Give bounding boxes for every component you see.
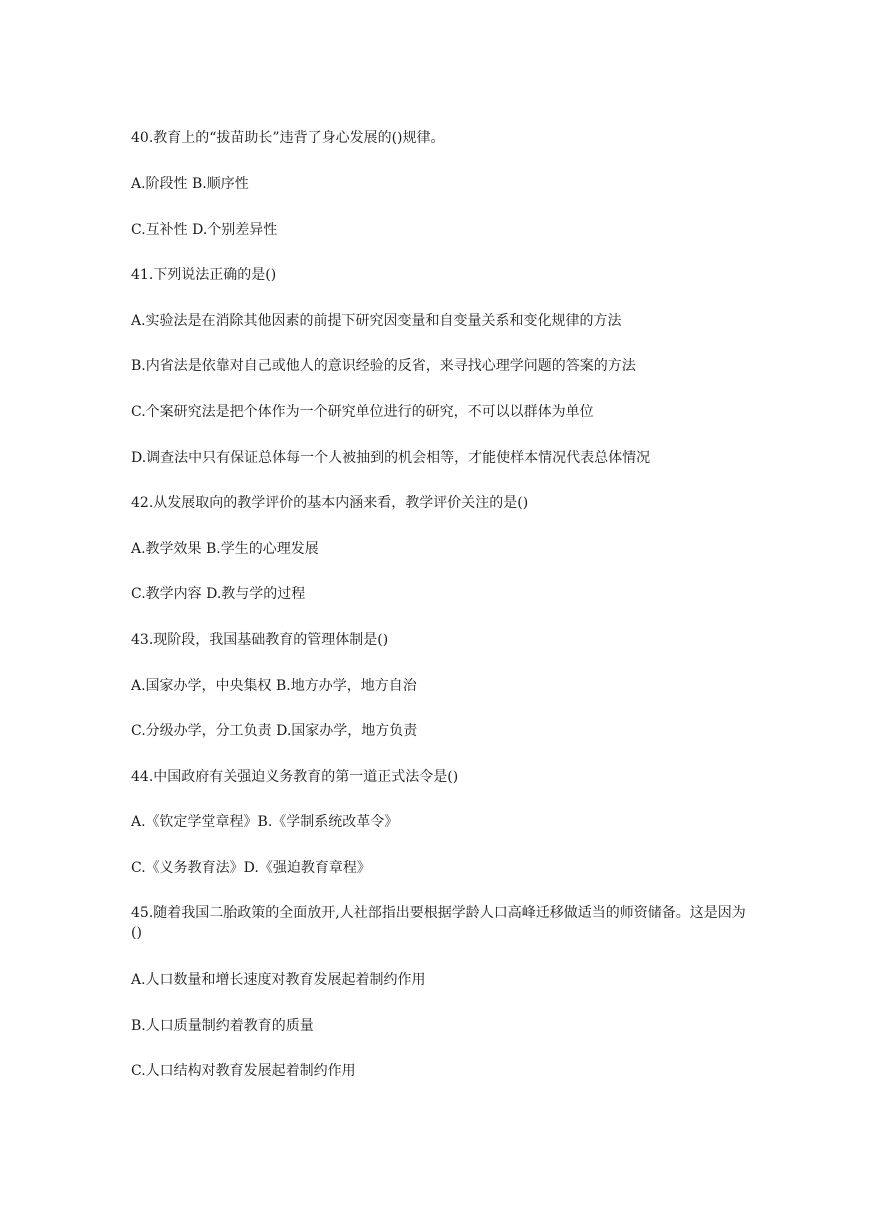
- question-41-option-c: C.个案研究法是把个体作为一个研究单位进行的研究，不可以以群体为单位: [131, 404, 594, 420]
- question-43-options-ab: A.国家办学，中央集权 B.地方办学，地方自治: [131, 678, 417, 694]
- question-45-option-b: B.人口质量制约着教育的质量: [131, 1018, 314, 1034]
- question-43: 43.现阶段，我国基础教育的管理体制是(): [131, 632, 389, 648]
- question-40-options-ab: A.阶段性 B.顺序性: [131, 176, 249, 192]
- question-45: 45.随着我国二胎政策的全面放开,人社部指出要根据学龄人口高峰迁移做适当的师资储备。这是因为(): [131, 905, 746, 941]
- question-41: 41.下列说法正确的是(): [131, 267, 277, 283]
- question-41-option-b: B.内省法是依靠对自己或他人的意识经验的反省，来寻找心理学问题的答案的方法: [131, 358, 636, 374]
- question-45-option-c: C.人口结构对教育发展起着制约作用: [131, 1063, 356, 1079]
- question-44-options-cd: C.《义务教育法》D.《强迫教育章程》: [131, 860, 371, 876]
- question-40-options-cd: C.互补性 D.个别差异性: [131, 222, 278, 238]
- question-42-options-ab: A.教学效果 B.学生的心理发展: [131, 541, 319, 557]
- question-45-option-a: A.人口数量和增长速度对教育发展起着制约作用: [131, 972, 426, 988]
- question-44: 44.中国政府有关强迫义务教育的第一道正式法令是(): [131, 769, 459, 785]
- question-41-option-d: D.调查法中只有保证总体每一个人被抽到的机会相等，才能使样本情况代表总体情况: [131, 450, 651, 466]
- question-42: 42.从发展取向的教学评价的基本内涵来看，教学评价关注的是(): [131, 495, 529, 511]
- question-40: 40.教育上的“拔苗助长”违背了身心发展的()规律。: [131, 130, 445, 146]
- question-43-options-cd: C.分级办学，分工负责 D.国家办学，地方负责: [131, 723, 418, 739]
- question-44-options-ab: A.《钦定学堂章程》B.《学制系统改革令》: [131, 814, 399, 830]
- question-41-option-a: A.实验法是在消除其他因素的前提下研究因变量和自变量关系和变化规律的方法: [131, 313, 622, 329]
- question-42-options-cd: C.教学内容 D.教与学的过程: [131, 586, 306, 602]
